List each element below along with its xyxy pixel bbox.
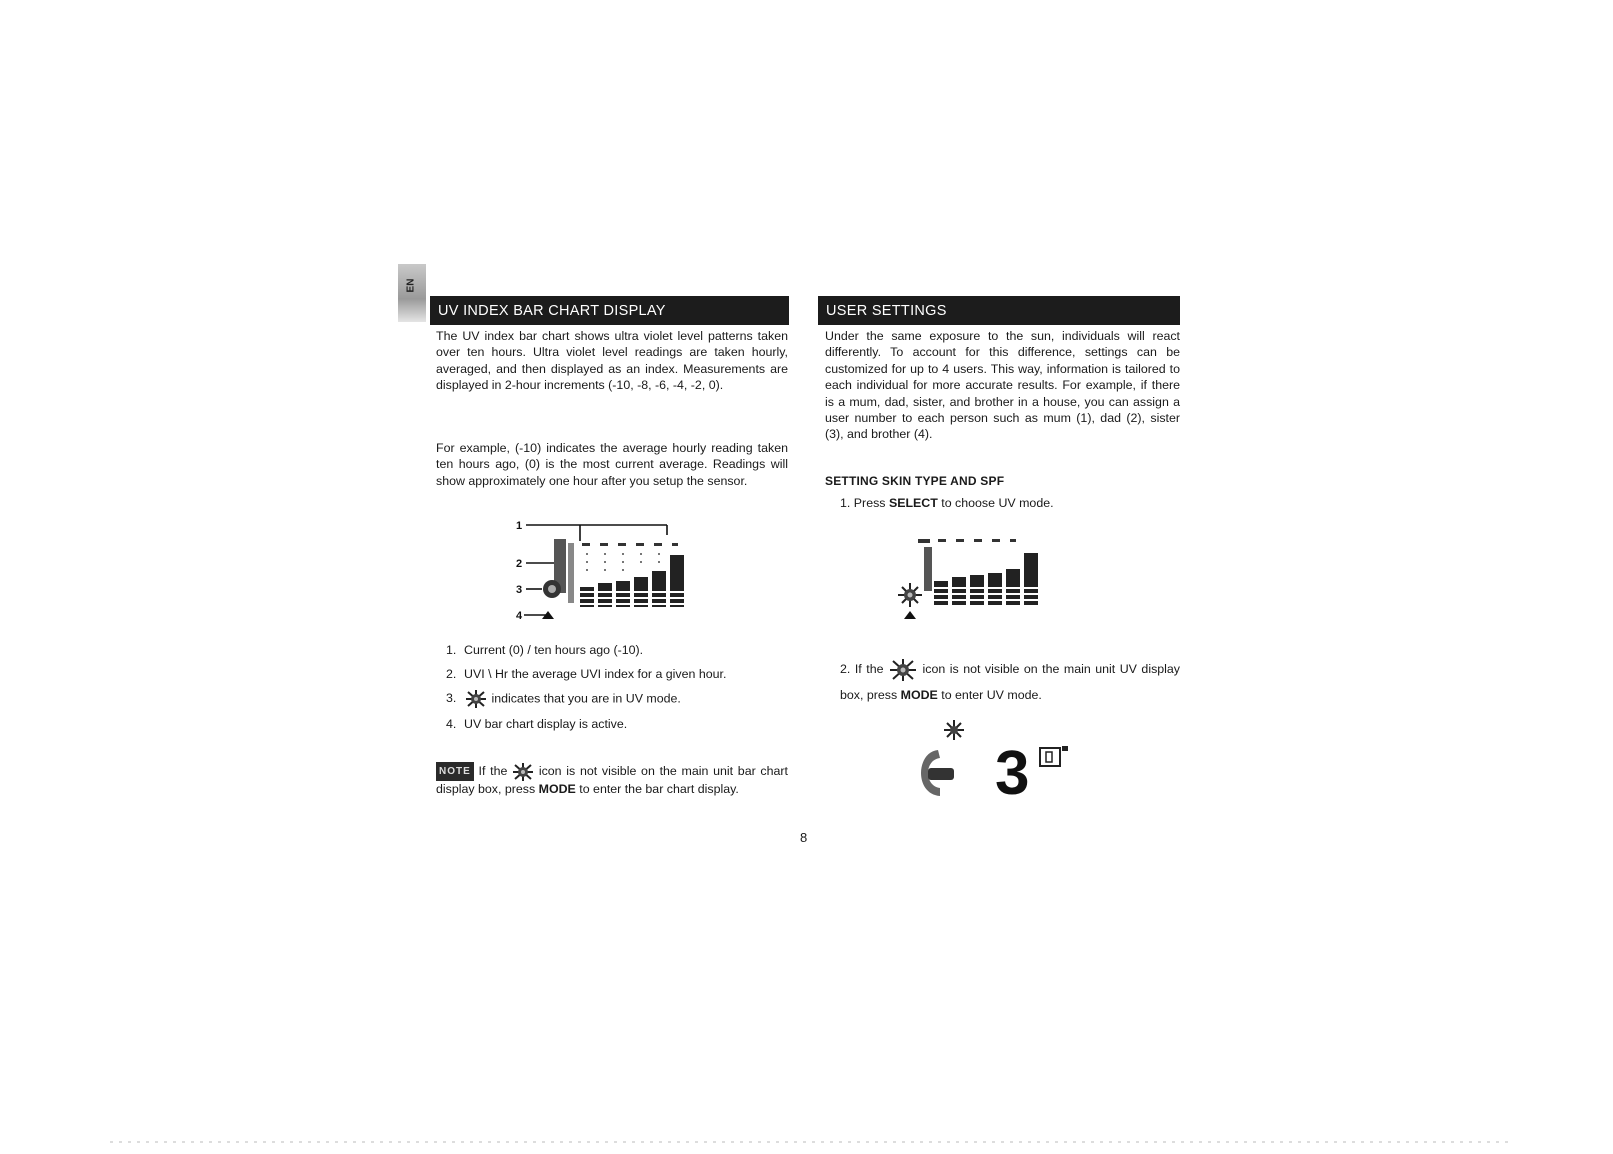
- spf-box-icon: [1040, 748, 1060, 766]
- callout-1: 1: [516, 520, 523, 532]
- uv-bar-chart-illustration: [512, 515, 702, 625]
- callout-4: 4: [516, 610, 523, 622]
- callout-3: 3: [516, 584, 523, 596]
- page-number: 8: [800, 830, 808, 845]
- lcd-display-illustration: [900, 718, 1130, 802]
- uv-bar-chart-heading: UV INDEX BAR CHART DISPLAY: [430, 296, 789, 325]
- uv-mode-display-illustration: [898, 535, 1058, 625]
- legend-item-4: 4. UV bar chart display is active.: [446, 717, 628, 731]
- skin-type-subheading: SETTING SKIN TYPE AND SPF: [825, 474, 1005, 488]
- hour-ticks: [918, 539, 1016, 543]
- note-badge: NOTE: [436, 762, 474, 781]
- uv-bar-chart-legend: [446, 642, 786, 740]
- arrow-icon: [904, 611, 916, 619]
- chart-bars: [934, 553, 1038, 605]
- lcd-digit: 3: [995, 739, 1030, 802]
- sun-icon: [512, 763, 534, 781]
- uv-bar-chart-intro: The UV index bar chart shows ultra violet level patterns taken over ten hours. Ultra violet level readings are taken hourly, averaged, and then displayed as an index. Measurements are displayed in 2-hour increments (-10, -8, -6, -4, -2, 0).: [436, 329, 788, 393]
- hour-ticks: [582, 543, 678, 546]
- footer-dots: [110, 1140, 1510, 1144]
- legend-item-2: 2. UVI \ Hr the average UVI index for a given hour.: [446, 667, 727, 681]
- user-settings-intro: Under the same exposure to the sun, individuals will react differently. To account for this difference, settings can be customized for up to 4 users. This way, information is tailored to each individual for more accurate results. For example, if there is a mum, dad, sister, and brother in a house, you can assign a user number to each person such as mum (1), dad (2), sister (3), and brother (4).: [825, 329, 1180, 442]
- language-tab-label: EN: [405, 278, 417, 293]
- uv-mode-sun-icon: [464, 690, 488, 708]
- step-2: 2. If the icon is not visible on the main unit UV display box, press MODE to enter UV mode.: [840, 656, 1180, 708]
- chart-dotted-scale: [586, 553, 660, 571]
- legend-item-3: 3. indicates that you are in UV mode.: [446, 690, 786, 708]
- note-paragraph: NOTE If the icon is not visible on the main unit bar chart display box, press MODE to enter the bar chart display.: [436, 763, 788, 796]
- legend-item-1: 1. Current (0) / ten hours ago (-10).: [446, 643, 644, 657]
- step-1: 1. Press SELECT to choose UV mode.: [840, 496, 1054, 510]
- sun-icon: [888, 659, 918, 681]
- callout-2: 2: [516, 558, 523, 570]
- language-tab: [398, 264, 426, 322]
- user-settings-heading: USER SETTINGS: [818, 296, 1180, 325]
- uv-bar-chart-example: For example, (-10) indicates the average hourly reading taken ten hours ago, (0) is the most current average. Readings will show approximately one hour after you setup the sensor.: [436, 441, 788, 488]
- chart-bars: [580, 555, 684, 607]
